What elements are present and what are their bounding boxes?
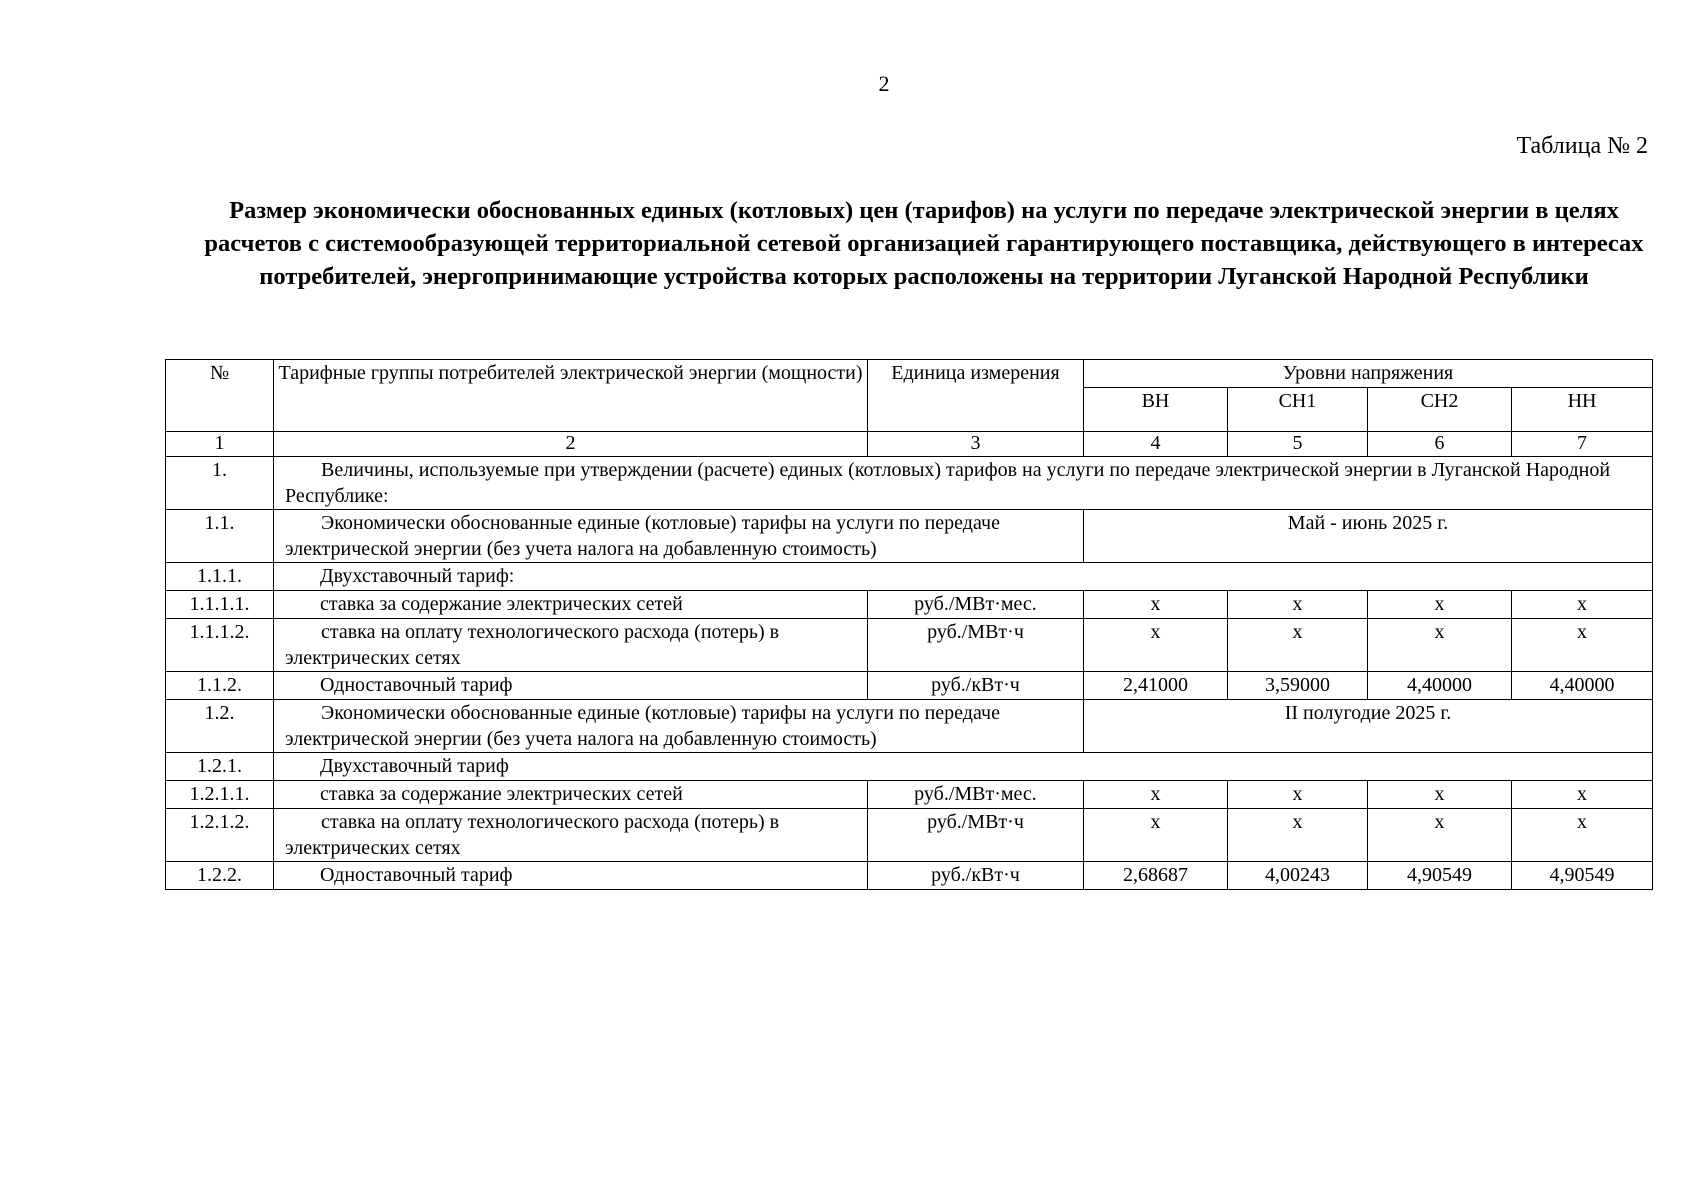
column-number: 1 — [166, 432, 274, 457]
row-number: 1.1. — [166, 510, 274, 563]
row-description: Величины, используемые при утверждении (расчете) единых (котловых) тарифов на услуги по передаче электрической энергии в Луганской Народной Республике: — [274, 457, 1653, 510]
table-label: Таблица № 2 — [1516, 133, 1648, 159]
column-number: 6 — [1368, 432, 1512, 457]
header-nn: НН — [1512, 388, 1653, 432]
column-numbers-row — [166, 432, 1653, 457]
row-number: 1.2.1. — [166, 753, 274, 781]
table-row — [166, 563, 1653, 591]
row-description: ставка на оплату технологического расхода (потерь) в электрических сетях — [274, 619, 868, 672]
unit-cell: руб./кВт·ч — [868, 862, 1084, 890]
row-number: 1.2. — [166, 700, 274, 753]
row-number: 1.1.1.2. — [166, 619, 274, 672]
value-vn: х — [1084, 591, 1228, 619]
value-nn: 4,40000 — [1512, 672, 1653, 700]
header-sn1: СН1 — [1228, 388, 1368, 432]
column-number: 5 — [1228, 432, 1368, 457]
value-vn: 2,41000 — [1084, 672, 1228, 700]
period-label: II полугодие 2025 г. — [1084, 700, 1653, 753]
table-row — [166, 753, 1653, 781]
row-number: 1.2.2. — [166, 862, 274, 890]
header-sn2: СН2 — [1368, 388, 1512, 432]
value-sn1: х — [1228, 591, 1368, 619]
value-vn: 2,68687 — [1084, 862, 1228, 890]
unit-cell: руб./МВт·ч — [868, 619, 1084, 672]
row-number: 1.1.2. — [166, 672, 274, 700]
row-number: 1.2.1.2. — [166, 809, 274, 862]
row-description: ставка за содержание электрических сетей — [274, 591, 868, 619]
column-number: 2 — [274, 432, 868, 457]
row-number: 1.1.1.1. — [166, 591, 274, 619]
row-description: Одноставочный тариф — [274, 672, 868, 700]
value-nn: х — [1512, 591, 1653, 619]
row-description: Одноставочный тариф — [274, 862, 868, 890]
row-description: ставка на оплату технологического расхода (потерь) в электрических сетях — [274, 809, 868, 862]
table-row — [166, 591, 1653, 619]
page-number: 2 — [878, 71, 890, 96]
table-row — [166, 510, 1653, 563]
unit-cell: руб./кВт·ч — [868, 672, 1084, 700]
value-nn: х — [1512, 809, 1653, 862]
row-description: Двухставочный тариф: — [274, 563, 1653, 591]
document-title: Размер экономически обоснованных единых (котловых) цен (тарифов) на услуги по передаче электрической энергии в целях расчетов с системообразующей территориальной сетевой организацией гарантирующего поставщика, действующего в интересах потребителей, энергопринимающие устройства которых расположены на территории Луганской Народной Республики — [204, 197, 1644, 290]
value-sn2: х — [1368, 809, 1512, 862]
row-number: 1.2.1.1. — [166, 781, 274, 809]
value-vn: х — [1084, 619, 1228, 672]
unit-cell: руб./МВт·мес. — [868, 591, 1084, 619]
row-description: Экономически обоснованные единые (котловые) тарифы на услуги по передаче электрической энергии (без учета налога на добавленную стоимость) — [274, 510, 1084, 563]
header-num: № — [166, 360, 274, 432]
column-number: 7 — [1512, 432, 1653, 457]
row-number: 1. — [166, 457, 274, 510]
value-vn: х — [1084, 781, 1228, 809]
header-row — [166, 360, 1653, 388]
value-vn: х — [1084, 809, 1228, 862]
value-sn1: х — [1228, 809, 1368, 862]
unit-cell: руб./МВт·мес. — [868, 781, 1084, 809]
table-row — [166, 862, 1653, 890]
table-row — [166, 457, 1653, 510]
period-label: Май - июнь 2025 г. — [1084, 510, 1653, 563]
tariff-table — [165, 359, 1653, 890]
header-unit: Единица измерения — [868, 360, 1084, 432]
value-sn1: 3,59000 — [1228, 672, 1368, 700]
value-sn1: х — [1228, 781, 1368, 809]
value-sn1: 4,00243 — [1228, 862, 1368, 890]
row-description: ставка за содержание электрических сетей — [274, 781, 868, 809]
value-sn2: х — [1368, 781, 1512, 809]
value-sn2: 4,40000 — [1368, 672, 1512, 700]
table-row — [166, 781, 1653, 809]
value-sn2: х — [1368, 591, 1512, 619]
column-number: 4 — [1084, 432, 1228, 457]
header-groups: Тарифные группы потребителей электрической энергии (мощности) — [274, 360, 868, 432]
value-sn2: 4,90549 — [1368, 862, 1512, 890]
value-nn: х — [1512, 619, 1653, 672]
table-row — [166, 700, 1653, 753]
value-nn: 4,90549 — [1512, 862, 1653, 890]
table-row — [166, 809, 1653, 862]
table-row — [166, 619, 1653, 672]
value-sn1: х — [1228, 619, 1368, 672]
value-nn: х — [1512, 781, 1653, 809]
header-vn: ВН — [1084, 388, 1228, 432]
header-voltage-levels: Уровни напряжения — [1084, 360, 1653, 388]
row-number: 1.1.1. — [166, 563, 274, 591]
row-description: Экономически обоснованные единые (котловые) тарифы на услуги по передаче электрической энергии (без учета налога на добавленную стоимость) — [274, 700, 1084, 753]
column-number: 3 — [868, 432, 1084, 457]
value-sn2: х — [1368, 619, 1512, 672]
unit-cell: руб./МВт·ч — [868, 809, 1084, 862]
table-row — [166, 672, 1653, 700]
row-description: Двухставочный тариф — [274, 753, 1653, 781]
